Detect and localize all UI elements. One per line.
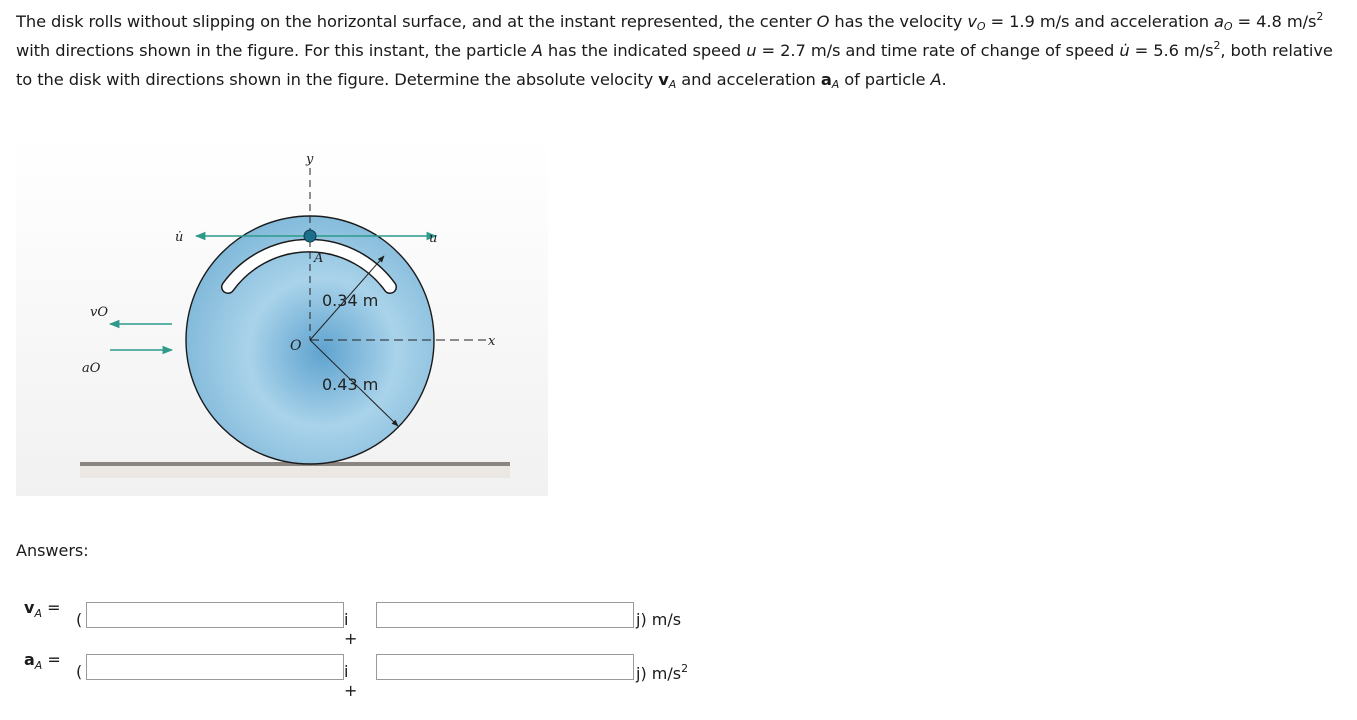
velocity-open-paren: ( bbox=[76, 610, 83, 629]
outer-radius-label: 0.43 m bbox=[322, 375, 379, 394]
velocity-i-input[interactable] bbox=[86, 602, 344, 628]
ao-label: aO bbox=[82, 361, 101, 376]
acceleration-i-input[interactable] bbox=[86, 654, 344, 680]
acceleration-open-paren: ( bbox=[76, 662, 83, 681]
acceleration-j-input[interactable] bbox=[376, 654, 634, 680]
velocity-unit: j) m/s bbox=[636, 610, 682, 629]
u-label: u bbox=[429, 231, 438, 246]
velocity-j-input[interactable] bbox=[376, 602, 634, 628]
x-axis-label: x bbox=[488, 334, 496, 349]
answers-heading: Answers: bbox=[16, 541, 89, 560]
inner-radius-label: 0.34 m bbox=[322, 291, 379, 310]
problem-statement: The disk rolls without slipping on the horizontal surface, and at the instant represented, the center O has the velocity $v_O = 1.9$ m/s and acceleration $a_O = 4.8$ $m/s^2$ with directions shown in the figure. For this instant, the particle A has the indicated speed u = 2.7 m/s and time rate of change of speed u̇ = 5.6 $m/s^2$, both relative to the disk with directions shown in the figure. Determine the absolute velocity $v_A$ and acceleration $a_A$ of particle A. bbox=[16, 10, 1333, 91]
acceleration-unit: j) $m/s^2$ bbox=[636, 662, 689, 683]
acceleration-label: $a_A$ = bbox=[24, 650, 61, 672]
center-label-o: O bbox=[290, 338, 302, 354]
y-axis-label: y bbox=[306, 152, 314, 167]
particle-a-label: A bbox=[314, 251, 324, 266]
udot-label: u̇ bbox=[175, 230, 184, 245]
particle-a bbox=[304, 230, 316, 242]
velocity-i-plus: i + bbox=[344, 610, 358, 648]
vo-label: vO bbox=[90, 305, 109, 320]
acceleration-i-plus: i + bbox=[344, 662, 358, 700]
velocity-label: $v_A$ = bbox=[24, 598, 61, 620]
disk-figure bbox=[16, 138, 548, 496]
